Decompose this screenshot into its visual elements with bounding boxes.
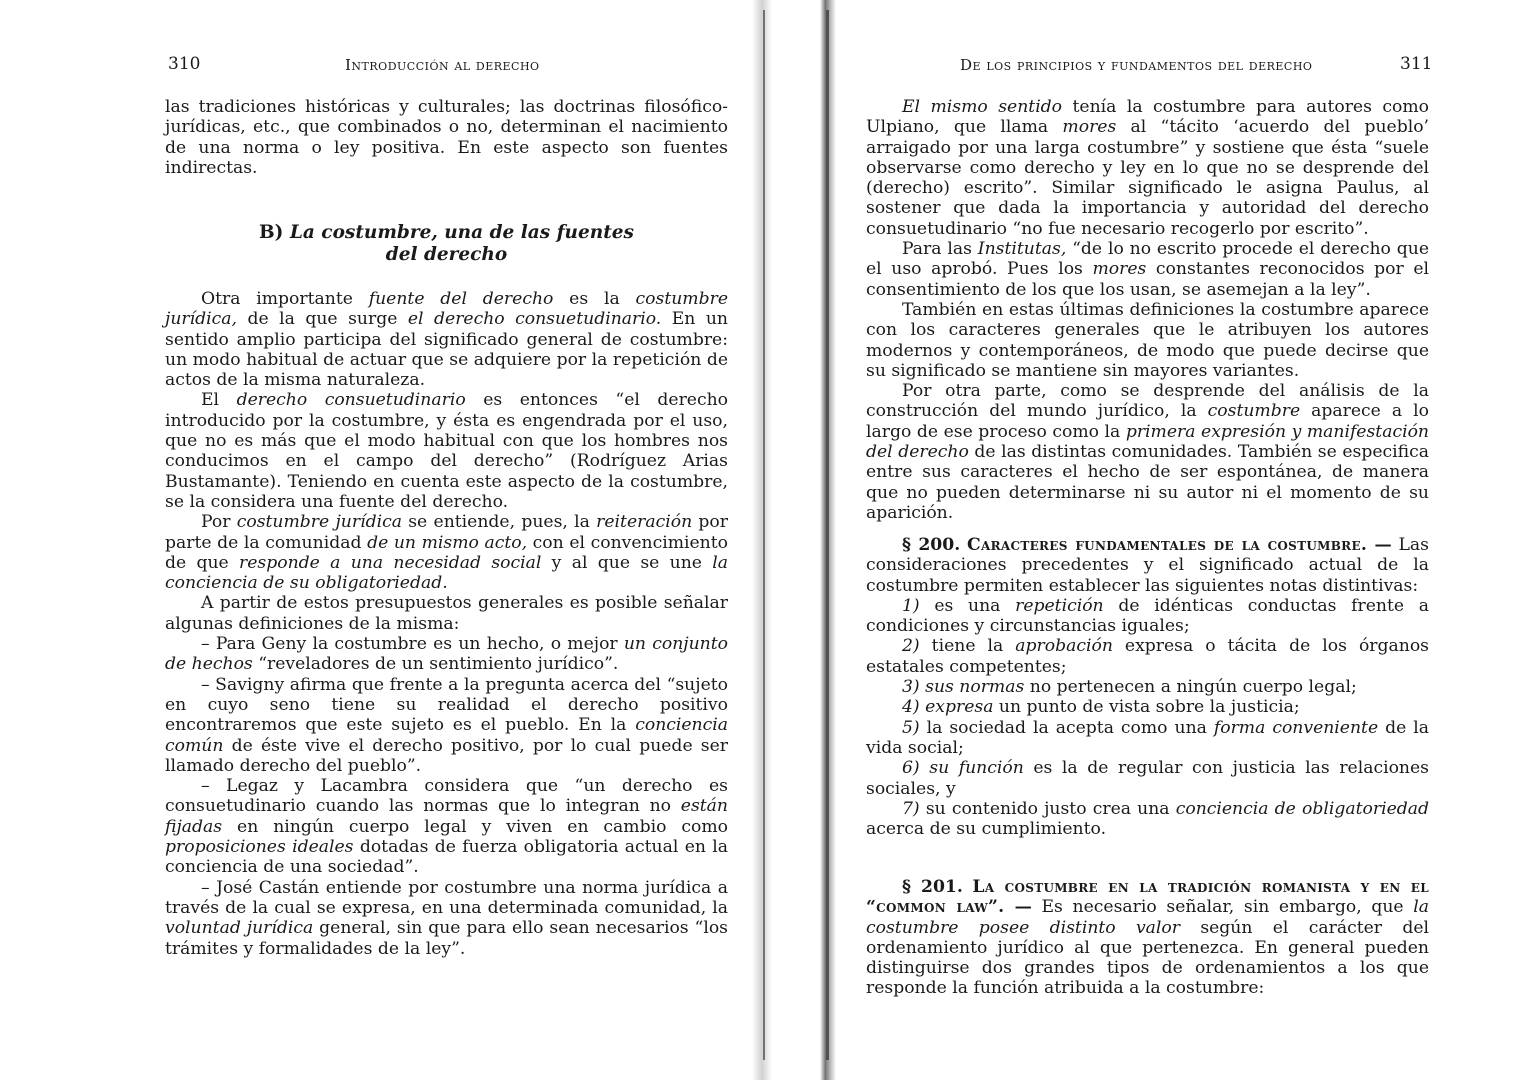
right-page [768, 0, 1526, 1080]
text-run: de la vida social; [866, 717, 1430, 758]
text-run: con el convencimiento de que [165, 532, 729, 573]
section-title: Caracteres fundamentales de la costumbre. [967, 535, 1368, 555]
text-run: según el carácter del ordenamiento jurídico al que pertenezca. En general pueden distinguirse dos grandes tipos de ordenamientos a los que responde la función atribuida a la costumbre: [866, 917, 1429, 999]
section-200-block [866, 535, 1429, 839]
intro-paragraph-block [165, 97, 728, 178]
text-run: tenía la costumbre para autores como Ulpiano, que llama [866, 97, 1429, 138]
list-number: 5) [902, 717, 920, 738]
text-run: Es necesario señalar, sin embargo, que [1031, 897, 1414, 918]
list-item [866, 596, 1429, 637]
section-title-line1: La costumbre, una de las fuentes [289, 222, 634, 243]
text-run: en ningún cuerpo legal y viven en cambio como [222, 816, 728, 837]
text-run: “de lo no escrito procede el derecho que el uso aprobó. Pues los [866, 239, 1429, 280]
text-run: es la [553, 289, 636, 309]
section-heading-line1 [165, 222, 728, 244]
text-run: En un sentido amplio participa del significado general de costumbre: un modo habitual de actuar que se adquiere por la repetición de actos de la misma naturaleza. [165, 309, 728, 391]
list-number: 3) [902, 677, 920, 698]
text-run: Por otra parte, como se desprende del análisis de la construcción del mundo jurídico, la [866, 381, 1429, 422]
text-run: de las distintas comunidades. También se especifica entre sus caracteres el hecho de ser espontánea, de manera que no pueden determinarse ni su autor ni el momento de su aparición. [866, 442, 1429, 523]
section-201-paragraph [866, 877, 1429, 999]
italic-run: repetición [1015, 595, 1104, 616]
text-run: es la de regular con justicia las relaciones sociales, y [866, 758, 1429, 799]
italic-run: de un mismo acto, [367, 532, 528, 553]
list-item [866, 636, 1429, 677]
text-run: — [1004, 897, 1032, 918]
text-run: aparece a lo largo de ese proceso como la [866, 401, 1429, 442]
italic-run: derecho consuetudinario [236, 390, 466, 411]
text-run: es una [919, 595, 1016, 616]
running-head: De los principios y fundamentos del derecho [960, 56, 1313, 74]
text-run: de la que surge [236, 309, 408, 330]
text-run [920, 758, 930, 778]
text-run: “reveladores de un sentimiento jurídico”. [252, 654, 619, 675]
italic-run: expresa [925, 697, 994, 718]
italic-run: costumbre jurídica [236, 512, 402, 533]
paragraph [866, 381, 1429, 523]
paragraph [866, 239, 1429, 300]
left-body-text [165, 289, 728, 959]
text-run: — [1367, 535, 1392, 555]
section-200-heading [866, 535, 1429, 596]
text-run: al “tácito ‘acuerdo del pueblo’ arraigado por una larga costumbre” y sostiene que ésta “suele observarse como derecho y ley en lo que no se desprende del (derecho) escrito”. Similar significado le asigna Paulus, al sostener que dada la importancia y autoridad del derecho consuetudinario “no fue necesario recogerlo por escrito”. [866, 117, 1430, 239]
italic-run: costumbre jurídica, [165, 289, 728, 330]
list-number: 6) [902, 758, 920, 779]
intro-paragraph: las tradiciones históricas y culturales; las doctrinas filosófico-jurídicas, etc., que combinados o no, determinan el nacimiento de una norma o ley positiva. En este aspecto son fuentes indirectas. [165, 97, 728, 178]
italic-run: un conjunto de hechos [165, 634, 728, 675]
list-number: 7) [902, 798, 920, 819]
list-item [866, 677, 1429, 697]
text-run: un punto de vista sobre la justicia; [993, 697, 1300, 718]
text-run: constantes reconocidos por el consentimiento de los que los usan, se asemejan a la ley”. [866, 259, 1429, 300]
list-item [866, 799, 1429, 840]
characteristics-list [866, 596, 1429, 840]
section-201-block [866, 877, 1429, 999]
text-run: por parte de la comunidad [165, 512, 728, 553]
definition-item [165, 634, 728, 675]
list-item [866, 758, 1429, 799]
italic-run: primera expresión y manifestación del derecho [866, 421, 1429, 463]
italic-run: sus normas [925, 677, 1025, 698]
text-run: Por [201, 512, 237, 533]
text-run: se entiende, pues, la [401, 512, 597, 533]
section-letter: B) [259, 222, 284, 243]
text-run: expresa o tácita de los órganos estatales competentes; [866, 636, 1429, 677]
paragraph [165, 512, 728, 593]
text-run: – Legaz y Lacambra considera que “un derecho es consuetudinario cuando las normas que lo integran no [165, 776, 728, 817]
paragraph [165, 390, 728, 512]
definition-item [165, 776, 728, 877]
text-run: y al que se une [541, 552, 713, 573]
section-number: § 201. [902, 877, 963, 897]
italic-run: proposiciones ideales [165, 837, 354, 858]
italic-run: voluntad jurídica [165, 918, 314, 939]
paragraph [165, 289, 728, 390]
definition-item [165, 878, 728, 959]
text-run: Otra importante [201, 289, 369, 309]
text-run: tiene la [919, 636, 1016, 657]
right-body-text-top [866, 97, 1429, 523]
paragraph: También en estas últimas definiciones la costumbre aparece con los caracteres generales que le atribuyen los autores modernos y contemporáneos, de modo que puede decirse que su significado se mantiene sin mayores variantes. [866, 299, 1429, 381]
italic-run: están fijadas [165, 796, 728, 837]
section-title: La costumbre en la tradición romanista y en el “common law”. [866, 877, 1429, 918]
italic-run: mores [1062, 117, 1117, 138]
italic-run: fuente del derecho [368, 289, 554, 309]
list-number: 4) [902, 697, 920, 718]
italic-run: su función [929, 758, 1024, 779]
text-run: su contenido justo crea una [919, 798, 1176, 819]
list-number: 1) [902, 595, 920, 616]
italic-run: forma conveniente [1213, 717, 1379, 738]
definition-item [165, 675, 728, 776]
text-run: acerca de su cumplimiento. [866, 819, 1107, 840]
list-item [866, 718, 1429, 759]
paragraph [866, 97, 1429, 239]
italic-run: Institutas, [977, 239, 1067, 260]
italic-run: la conciencia de su obligatoriedad. [165, 552, 728, 594]
italic-run: la costumbre posee distinto valor [866, 897, 1430, 938]
text-run: de idénticas conductas frente a condiciones y circunstancias iguales; [866, 595, 1429, 637]
text-run: – Para Geny la costumbre es un hecho, o mejor [201, 634, 624, 655]
section-heading-b [165, 222, 728, 266]
italic-run: conciencia común [165, 715, 728, 756]
italic-run: reiteración [596, 512, 693, 533]
section-title-line2: del derecho [385, 244, 508, 265]
text-run: es entonces “el derecho introducido por la costumbre, y ésta es engendrada por el uso, que no es más que el modo habitual con que los hombres nos conducimos en el campo del derecho” (Rodríguez Arias Bustamante). Teniendo en cuenta este aspecto de la costumbre, se la considera una fuente del derecho. [165, 390, 728, 512]
italic-run: El mismo sentido [902, 97, 1063, 117]
italic-run: costumbre [1207, 401, 1301, 422]
left-page [0, 0, 760, 1080]
text-run: no pertenecen a ningún cuerpo legal; [1024, 677, 1357, 698]
page-number: 311 [1400, 54, 1433, 74]
text-run: El [201, 390, 237, 411]
text-run: la sociedad la acepta como una [919, 717, 1214, 738]
text-run: general, sin que para ello sean necesarios “los trámites y formalidades de la ley”. [165, 918, 728, 959]
page-number: 310 [168, 54, 201, 74]
text-run: – Savigny afirma que frente a la pregunta acerca del “sujeto en cuyo seno tiene su realidad el derecho positivo encontraremos que este sujeto es el pueblo. En la [165, 674, 728, 736]
text-run: dotadas de fuerza obligatoria actual en la conciencia de una sociedad”. [165, 837, 729, 878]
running-head: Introducción al derecho [345, 56, 540, 74]
text-run: de éste vive el derecho positivo, por lo cual puede ser llamado derecho del pueblo”. [165, 735, 728, 776]
italic-run: conciencia de obligatoriedad [1175, 798, 1429, 819]
list-item [866, 697, 1429, 717]
page-edge-line-left [763, 10, 765, 1060]
list-number: 2) [902, 636, 920, 657]
text-run: Las consideraciones precedentes y el significado actual de la costumbre permiten establecer las siguientes notas distintivas: [866, 535, 1430, 596]
text-run: Para las [902, 239, 978, 260]
italic-run: mores [1092, 259, 1147, 280]
italic-run: responde a una necesidad social [239, 552, 542, 573]
paragraph: A partir de estos presupuestos generales es posible señalar algunas definiciones de la misma: [165, 593, 728, 634]
section-number: § 200. [902, 535, 961, 555]
italic-run: el derecho consuetudinario. [407, 309, 662, 330]
text-run: – José Castán entiende por costumbre una norma jurídica a través de la cual se expresa, en una determinada comunidad, la [165, 877, 728, 918]
italic-run: aprobación [1015, 636, 1113, 657]
